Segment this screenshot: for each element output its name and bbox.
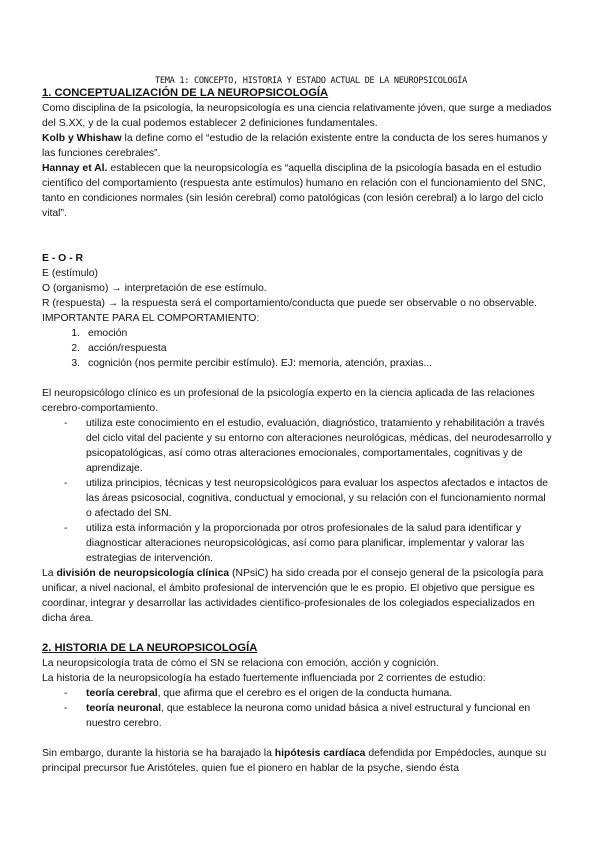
list-item: - utiliza principios, técnicas y test neuropsicológicos para evaluar los aspectos afectados e intactos de las áreas psicosocial, cognitiva, conductual y emocional, y su relación con el funcionamiento normal o afectado del SN.	[64, 478, 549, 519]
list-item: 1. emoción	[71, 328, 128, 339]
hypothesis-term: hipótesis cardíaca	[274, 748, 366, 759]
paragraph-clinico: El neuropsicólogo clínico es un profesional de la psicología experto en la ciencia aplicada de las relaciones cerebro-comportamiento.	[42, 388, 535, 414]
list-item: - teoría neuronal, que establece la neurona como unidad básica a nivel estructural y funcional en nuestro cerebro.	[64, 703, 531, 729]
paragraph-division: La división de neuropsicología clínica (NPsiC) ha sido creada por el consejo general de la psicología para unificar, a nivel nacional, el ámbito profesional de intervención que le es propio. El objetivo que persigue es coordinar, integrar y desarrollar las actividades científico-profesionales de los colegiados especializados en dicha área.	[42, 568, 544, 624]
paragraph-history-1: La neuropsicología trata de cómo el SN se relaciona con emoción, acción y cognición.	[42, 658, 439, 669]
document-body	[42, 76, 554, 776]
hannay-name: Hannay et Al.	[42, 163, 108, 174]
hannay-text: establecen que la neuropsicología es “aquella disciplina de la psicología basada en el estudio científico del comportamiento (respuesta ante estímulos) humano en relación con el funcionamiento del SNC, tanto en condiciones normales (sin lesión cerebral) como patológicas (con lesión cerebral) a lo largo del ciclo vital”.	[42, 163, 546, 219]
kolb-name: Kolb y Whishaw	[42, 133, 122, 144]
paragraph-history-2: La historia de la neuropsicología ha estado fuertemente influenciada por 2 corrientes de estudio:	[42, 673, 486, 684]
paragraph-kolb	[42, 131, 554, 161]
list-item: 3. cognición (nos permite percibir estímulo). EJ: memoria, atención, praxias...	[71, 358, 433, 369]
kolb-text: la define como el “estudio de la relación existente entre la conducta de los seres humanos y las funciones cerebrales”.	[42, 133, 548, 159]
eor-heading: E - O - R	[42, 253, 83, 264]
section-heading-2: 2. HISTORIA DE LA NEUROPSICOLOGÍA	[42, 642, 258, 654]
clinico-bullets	[42, 416, 554, 566]
list-item: 2. acción/respuesta	[71, 343, 167, 354]
theory-bullets	[42, 686, 554, 731]
paragraph-hannay	[42, 161, 554, 221]
list-item: - utiliza esta información y la proporcionada por otros profesionales de la salud para identificar y diagnosticar alteraciones neuropsicológicas, así como para planificar, implementar y valorar las estrategias de intervención.	[64, 523, 525, 564]
eor-e: E (estímulo)	[42, 268, 99, 279]
list-item: - utiliza este conocimiento en el estudio, evaluación, diagnóstico, tratamiento y rehabilitación a través del ciclo vital del paciente y su entorno con alteraciones neurológicas, médicas, del neurodesarrollo y psicopatológicas, así como otras alteraciones emocionales, comportamentales, cognitivas y de aprendizaje.	[64, 418, 552, 474]
eor-r: R (respuesta) → la respuesta será el comportamiento/conducta que puede ser observable o no observable.	[42, 298, 537, 309]
list-item: - teoría cerebral, que afirma que el cerebro es el origen de la conducta humana.	[64, 688, 453, 699]
document-title: TEMA 1: CONCEPTO, HISTORIA Y ESTADO ACTUAL DE LA NEUROPSICOLOGÍA	[155, 76, 467, 86]
paragraph-intro: Como disciplina de la psicología, la neuropsicología es una ciencia relativamente jóven, que surge a mediados del S.XX, y de la cual podemos establecer 2 definiciones fundamentales.	[42, 103, 552, 129]
theory-term: teoría cerebral	[86, 688, 158, 699]
theory-term: teoría neuronal	[86, 703, 162, 714]
division-term: división de neuropsicología clínica	[56, 568, 230, 579]
section-heading-1: 1. CONCEPTUALIZACIÓN DE LA NEUROPSICOLOGÍA	[42, 87, 329, 99]
eor-o: O (organismo) → interpretación de ese estímulo.	[42, 283, 267, 294]
important-label: IMPORTANTE PARA EL COMPORTAMIENTO:	[42, 313, 260, 324]
paragraph-history-3: Sin embargo, durante la historia se ha barajado la hipótesis cardíaca defendida por Empédocles, aunque su principal precursor fue Aristóteles, quien fue el pionero en hablar de la psyche, siendo ésta	[42, 748, 547, 774]
behavior-list	[42, 326, 554, 371]
